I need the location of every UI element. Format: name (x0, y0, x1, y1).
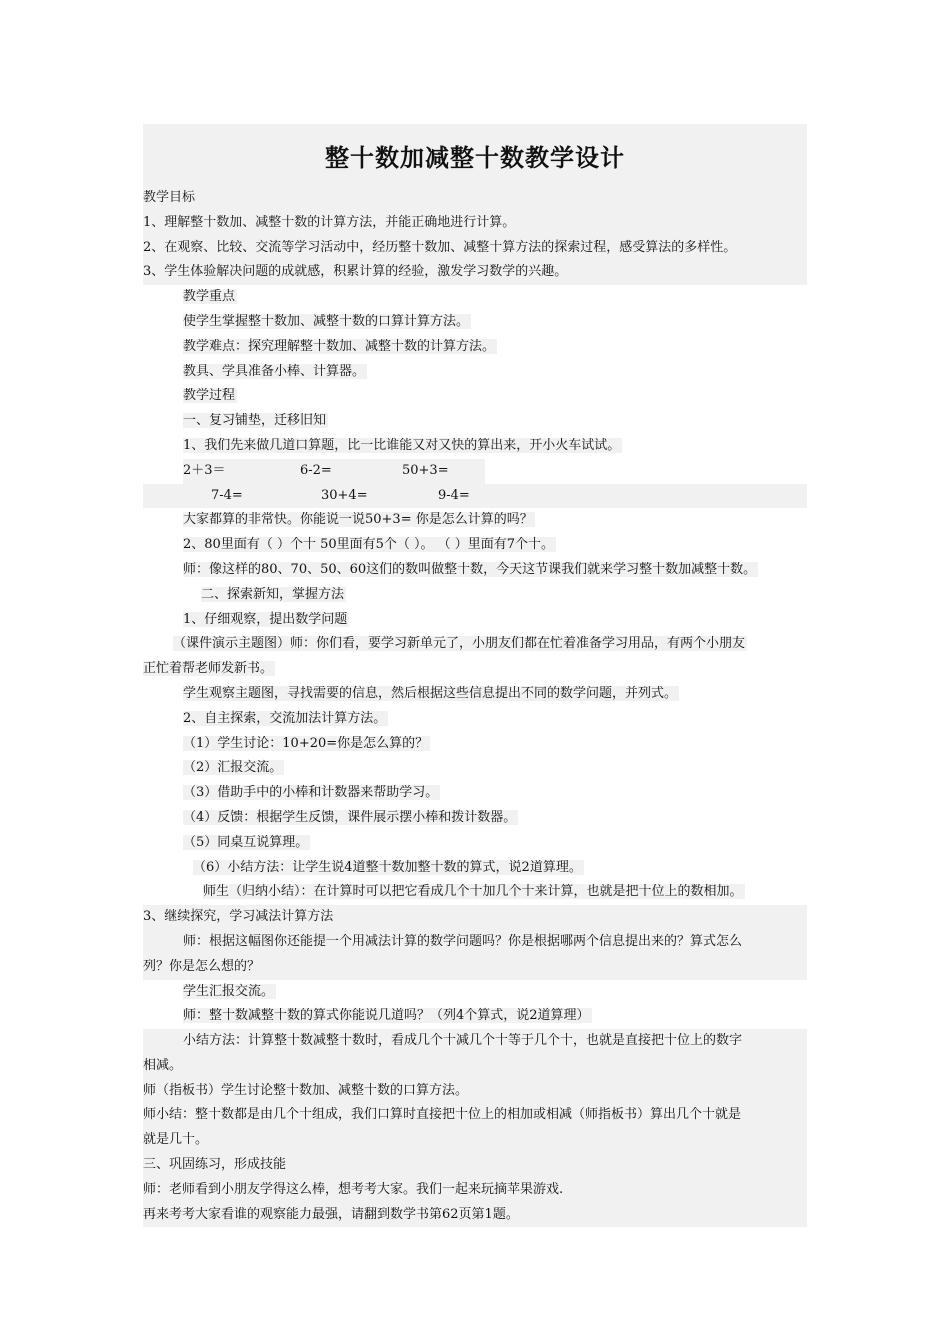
text-line (143, 806, 807, 831)
text-line (143, 285, 807, 310)
text-line: 3、学生体验解决问题的成就感，积累计算的经验，激发学习数学的兴趣。 (143, 260, 807, 285)
line-text: 正忙着帮老师发新书。 (143, 661, 274, 677)
text-line (143, 632, 807, 657)
text-line (143, 856, 807, 881)
text-line: 相减。 (143, 1054, 807, 1079)
line-text: 1、我们先来做几道口算题，比一比谁能又对又快的算出来，开小火车试试。 (183, 437, 621, 453)
text-line (143, 409, 807, 434)
text-line (143, 310, 807, 335)
text-line (143, 533, 807, 558)
line-text: 2、自主探索，交流加法计算方法。 (183, 710, 387, 726)
oral-item: 6-2= (300, 462, 332, 478)
line-text: （5）同桌互说算理。 (183, 834, 309, 850)
oral-item: 30+4= (321, 487, 368, 503)
line-text: 学生观察主题图，寻找需要的信息，然后根据这些信息提出不同的数学问题，并列式。 (183, 685, 678, 701)
text-line: 小结方法：计算整十数减整十数时，看成几个十减几个十等于几个十，也就是直接把十位上的数字 (143, 1029, 807, 1054)
text-line: 师：老师看到小朋友学得这么棒，想考考大家。我们一起来玩摘苹果游戏. (143, 1178, 807, 1203)
oral-item: 7-4= (211, 487, 243, 503)
text-line (143, 707, 807, 732)
text-line: 列？你是怎么想的？ (143, 955, 807, 980)
text-line (143, 558, 807, 583)
oral-item: 50+3= (402, 462, 449, 478)
line-text: 1、仔细观察，提出数学问题 (183, 611, 348, 627)
text-line (143, 1004, 807, 1029)
document-title: 整十数加减整十数教学设计 (325, 143, 625, 172)
line-text: 一、复习铺垫，迁移旧知 (183, 413, 327, 429)
line-text: 二、探索新知，掌握方法 (201, 586, 345, 602)
line-text: 教学难点：探究理解整十数加、减整十数的计算方法。 (183, 338, 496, 354)
text-line (143, 980, 807, 1005)
line-text: （课件演示主题图）师：你们看，要学习新单元了，小朋友们都在忙着准备学习用品，有两个小朋友 (173, 636, 746, 652)
line-text: （6）小结方法：让学生说4道整十数加整十数的算式，说2道算理。 (193, 859, 582, 875)
text-line: 就是几十。 (143, 1128, 807, 1153)
line-text: 师：整十数减整十数的算式你能说几道吗？（列4个算式，说2道算理） (183, 1008, 590, 1024)
text-line: 三、巩固练习，形成技能 (143, 1153, 807, 1178)
document-body (143, 124, 807, 1227)
text-line: 教学目标 (143, 186, 807, 211)
line-text: 2、80里面有（ ）个十 50里面有5个（ ）。 （ ）里面有7个十。 (183, 537, 555, 553)
text-line (143, 880, 807, 905)
text-line: 师小结：整十数都是由几个十组成，我们口算时直接把十位上的相加或相减（师指板书）算出几个十就是 (143, 1103, 807, 1128)
line-text: （1）学生讨论：10+20=你是怎么算的？ (183, 735, 429, 751)
text-line (143, 732, 807, 757)
text-line (143, 335, 807, 360)
text-line: 3、继续探究，学习减法计算方法 (143, 905, 807, 930)
line-text: 教学过程 (183, 388, 236, 404)
line-text: 学生汇报交流。 (183, 983, 275, 999)
text-line (143, 508, 807, 533)
line-text: 师：像这样的80、70、50、60这们的数叫做整十数，今天这节课我们就来学习整十数加减整十数。 (183, 561, 757, 577)
oral-item: 9-4= (438, 487, 470, 503)
text-line (143, 384, 807, 409)
text-line (143, 583, 807, 608)
text-line: 师（指板书）学生讨论整十数加、减整十数的口算方法。 (143, 1079, 807, 1104)
text-line (143, 781, 807, 806)
text-line (143, 756, 807, 781)
line-text: 大家都算的非常快。你能说一说50+3= 你是怎么计算的吗？ (183, 512, 533, 528)
text-line (143, 608, 807, 633)
line-text: （3）借助手中的小棒和计数器来帮助学习。 (183, 785, 439, 801)
text-line: 2、在观察、比较、交流等学习活动中，经历整十数加、减整十算方法的探索过程，感受算法的多样性。 (143, 236, 807, 261)
text-line: 师：根据这幅图你还能提一个用减法计算的数学问题吗？你是根据哪两个信息提出来的？算式怎么 (143, 930, 807, 955)
oral-row-2 (143, 484, 807, 509)
oral-item: 2＋3＝ (183, 462, 226, 478)
text-line (143, 657, 807, 682)
line-text: 使学生掌握整十数加、减整十数的口算计算方法。 (183, 313, 470, 329)
text-line (143, 682, 807, 707)
line-text: （2）汇报交流。 (183, 760, 283, 776)
line-text: 教学重点 (183, 289, 236, 305)
text-line (143, 831, 807, 856)
text-line (143, 360, 807, 385)
line-text: 师生（归纳小结）：在计算时可以把它看成几个十加几个十来计算，也就是把十位上的数相加。 (203, 884, 743, 900)
line-text: （4）反馈：根据学生反馈，课件展示摆小棒和拨计数器。 (183, 809, 517, 825)
oral-row-1 (143, 459, 807, 484)
text-line (143, 434, 807, 459)
text-line: 再来考考大家看谁的观察能力最强，请翻到数学书第62页第1题。 (143, 1203, 807, 1228)
title-block (143, 124, 807, 186)
line-text: 教具、学具准备小棒、计算器。 (183, 363, 366, 379)
text-line: 1、理解整十数加、减整十数的计算方法，并能正确地进行计算。 (143, 211, 807, 236)
